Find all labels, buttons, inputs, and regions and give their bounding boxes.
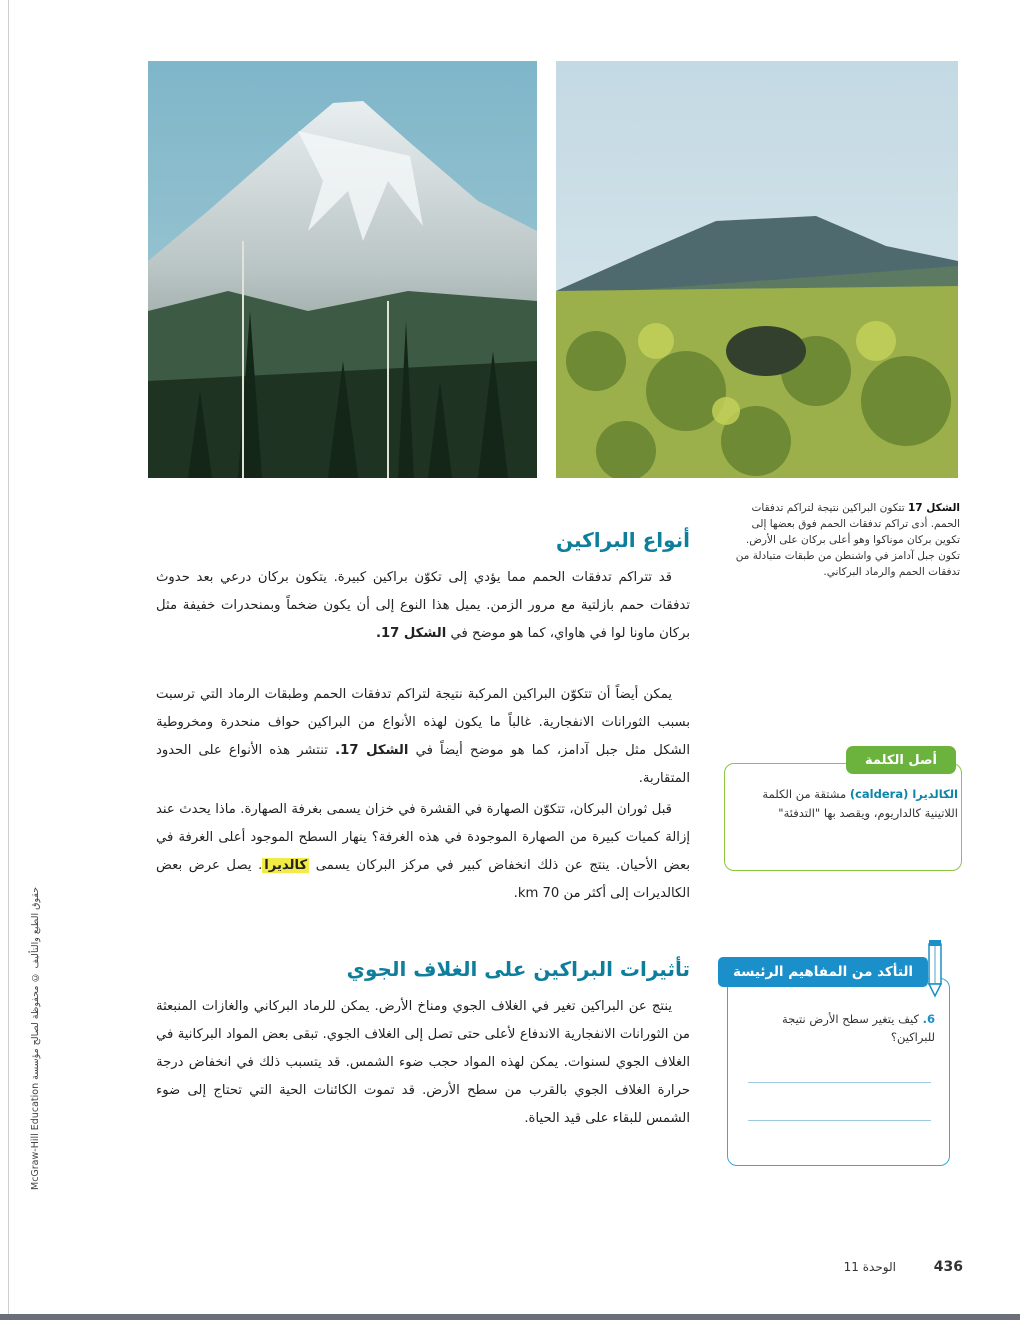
figure-caption-text: تتكون البراكين نتيجة لتراكم تدفقات الحمم. أدى تراكم تدفقات الحمم فوق بعضها إلى تكوين بركان موناكوا وهو أعلى بركان على الأرض. تكون جبل آدامز في واشنطن من طبقات متبادلة من تدفقات الحمم والرماد البركاني. [735, 502, 960, 578]
highlighted-term-caldera[interactable]: كالديرا [264, 858, 308, 873]
key-concept-check-box [727, 978, 950, 1166]
page-edge [8, 0, 9, 1320]
unit-label: الوحدة 11 [843, 1260, 896, 1274]
paragraph-text: قبل ثوران البركان، تتكوّن الصهارة في القشرة في خزان يسمى بغرفة الصهارة. ماذا يحدث عند إزالة كميات كبيرة من الصهارة الموجودة في هذه الغرفة؟ ينهار السطح الموجود أعلى الغرفة في بعض الأحيان. ينتج عن ذلك انخفاض كبير في مركز البركان يسمى [156, 802, 690, 873]
composite-volcano-photo [148, 61, 537, 478]
figure-caption [728, 500, 960, 580]
figure-reference[interactable]: الشكل 17. [335, 743, 409, 758]
bottom-bar [0, 1314, 1020, 1320]
paragraph-text: قد تتراكم تدفقات الحمم مما يؤدي إلى تكوّن براكين كبيرة. يتكون بركان درعي بعد حدوث تدفقات حمم بازلتية مع مرور الزمن. يميل هذا النوع إلى أن يكون ضخماً وبمنحدرات خفيفة مثل بركان ماونا لوا في هاواي، كما هو موضح في [156, 570, 690, 641]
copyright-credit: McGraw-Hill Education حقوق الطبع والتأليف © محفوظة لصالح مؤسسة [30, 886, 41, 1190]
section-title-atmosphere-effects: تأثيرات البراكين على الغلاف الجوي [346, 957, 690, 981]
paragraph-text: ينتج عن البراكين تغير في الغلاف الجوي ومناخ الأرض. يمكن للرماد البركاني والغازات المنبعثة من الثورانات الانفجارية الاندفاع لأعلى حتى تصل إلى الغلاف الجوي. تبقى بعض المواد البركانية في الغلاف الجوي لسنوات. يمكن لهذه المواد حجب ضوء الشمس. قد يتسبب ذلك في انخفاض درجة حرارة الغلاف الجوي بالقرب من سطح الأرض. قد تموت الكائنات الحية التي تحتاج إلى ضوء الشمس للبقاء على قيد الحياة. [156, 999, 690, 1126]
page-number: 436 [933, 1259, 963, 1275]
word-origin-term: الكالديرا (caldera) [849, 787, 958, 801]
answer-line[interactable] [748, 1082, 931, 1083]
section-title-volcano-types: أنواع البراكين [555, 528, 690, 552]
paragraph-caldera [156, 796, 690, 908]
word-origin-definition: مشتقة من الكلمة اللاتينية كالداريوم، ويقصد بها "التدفئة" [762, 787, 958, 820]
paragraph-text: يمكن أيضاً أن تتكوّن البراكين المركبة نتيجة لتراكم تدفقات الحمم وطبقات الرماد التي ترسبت بسبب الثورانات الانفجارية. غالباً ما يكون لهذه الأنواع من البراكين حواف منحدرة ومخروطية الشكل مثل جبل آدامز، كما هو موضح أيضاً في [156, 687, 690, 758]
question-number: 6. [922, 1012, 935, 1026]
paragraph-composite-volcano [156, 681, 690, 793]
figure-reference[interactable]: الشكل 17. [375, 626, 447, 641]
pencil-icon [923, 938, 947, 998]
page-folio [838, 1259, 963, 1279]
paragraph-text-tail: . يصل عرض بعض الكالديرات إلى أكثر من 70 km. [156, 858, 690, 901]
key-concept-check-banner: التأكد من المفاهيم الرئيسة [718, 957, 928, 987]
word-origin-tab: أصل الكلمة [846, 746, 956, 774]
question-text: كيف يتغير سطح الأرض نتيجة للبراكين؟ [782, 1012, 935, 1044]
paragraph-text-tail: تنتشر هذه الأنواع على الحدود المتقاربة. [156, 743, 690, 786]
shield-volcano-photo [556, 61, 958, 478]
paragraph-atmosphere [156, 993, 690, 1133]
paragraph-shield-volcano [156, 564, 690, 648]
key-concept-question [760, 1010, 935, 1046]
figure-label: الشكل 17 [908, 502, 960, 514]
word-origin-text [738, 785, 958, 823]
answer-line[interactable] [748, 1120, 931, 1121]
